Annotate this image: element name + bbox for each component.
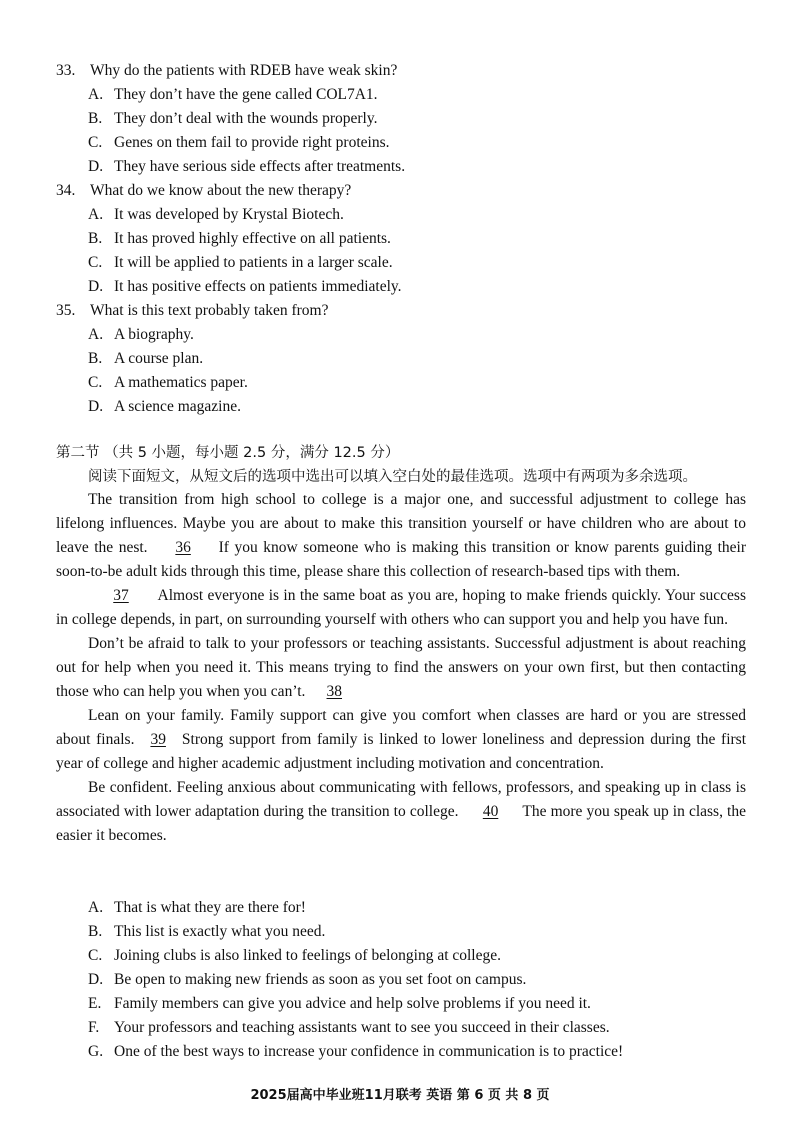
paragraph-text: The more you speak up in class, the easier it becomes.: [56, 803, 746, 844]
page-footer: 2025届高中毕业班11月联考 英语 第 6 页 共 8 页: [250, 1088, 550, 1103]
option-34c: [88, 253, 393, 273]
question-35: [56, 301, 328, 321]
option-text: A science magazine.: [114, 398, 241, 415]
passage-paragraph: [56, 488, 746, 584]
option-text: It will be applied to patients in a larger scale.: [114, 254, 393, 271]
option-text: It has proved highly effective on all patients.: [114, 230, 391, 247]
choice-letter: D.: [88, 971, 104, 988]
choice-text: Family members can give you advice and help solve problems if you need it.: [114, 995, 591, 1012]
choice-letter: C.: [88, 947, 103, 964]
option-text: It has positive effects on patients immediately.: [114, 278, 402, 295]
choice-letter: E.: [88, 995, 102, 1012]
paragraph-text: Lean on your family. Family support can give you comfort when classes are hard or you are stressed about finals.: [56, 707, 746, 748]
reading-passage: [56, 488, 746, 848]
question-number: 35.: [56, 302, 76, 319]
paragraph-text: If you know someone who is making this transition or know parents guiding their soon-to-be adult kids through this time, please share this collection of research-based tips with them.: [56, 539, 747, 580]
question-text: What do we know about the new therapy?: [90, 182, 352, 199]
option-letter: D.: [88, 398, 104, 415]
option-text: Genes on them fail to provide right proteins.: [114, 134, 390, 151]
blank-36: 36: [175, 539, 191, 556]
choice-text: This list is exactly what you need.: [114, 923, 326, 940]
option-text: They have serious side effects after treatments.: [114, 158, 406, 175]
option-letter: A.: [88, 86, 104, 103]
choice-text: One of the best ways to increase your confidence in communication is to practice!: [114, 1043, 624, 1060]
option-text: A mathematics paper.: [114, 374, 248, 391]
section-instruction: 阅读下面短文，从短文后的选项中选出可以填入空白处的最佳选项。选项中有两项为多余选项。: [88, 469, 697, 485]
option-35d: [88, 397, 241, 417]
option-33a: [88, 85, 378, 105]
question-text: What is this text probably taken from?: [90, 302, 329, 319]
choice-g: [88, 1042, 623, 1062]
option-letter: B.: [88, 230, 103, 247]
choice-d: [88, 970, 526, 990]
option-letter: D.: [88, 278, 104, 295]
question-number: 33.: [56, 62, 76, 79]
paragraph-text: Don’t be afraid to talk to your professors or teaching assistants. Successful adjustment is about reaching out for help when you need it. This means trying to find the answers on your own first, but then contacting those who can help you when you can’t.: [56, 635, 746, 700]
option-33b: [88, 109, 377, 129]
option-letter: B.: [88, 350, 103, 367]
paragraph-text: Be confident. Feeling anxious about communicating with fellows, professors, and speaking up in class is associated with lower adaptation during the transition to college.: [56, 779, 746, 820]
option-33d: [88, 157, 405, 177]
option-letter: C.: [88, 374, 103, 391]
choice-letter: B.: [88, 923, 103, 940]
passage-paragraph: [56, 704, 746, 776]
question-number: 34.: [56, 182, 76, 199]
paragraph-text: Almost everyone is in the same boat as you are, hoping to make friends quickly. Your success in college depends, in part, on surrounding yourself with others who can support you and help you have fun.: [56, 587, 746, 628]
choice-letter: A.: [88, 899, 104, 916]
option-text: They don’t deal with the wounds properly.: [114, 110, 378, 127]
passage-paragraph: [56, 632, 746, 704]
choice-f: [88, 1018, 610, 1038]
option-34b: [88, 229, 391, 249]
option-text: They don’t have the gene called COL7A1.: [114, 86, 378, 103]
option-letter: B.: [88, 110, 103, 127]
question-34: [56, 181, 351, 201]
choice-letter: G.: [88, 1043, 104, 1060]
choice-letter: F.: [88, 1019, 100, 1036]
option-letter: D.: [88, 158, 104, 175]
paragraph-text: The transition from high school to college is a major one, and successful adjustment to college has lifelong influences. Maybe you are about to make this transition yourself or have children who are about to leave the nest.: [56, 491, 746, 556]
option-letter: C.: [88, 254, 103, 271]
option-35a: [88, 325, 194, 345]
option-34d: [88, 277, 402, 297]
passage-paragraph: [56, 584, 746, 632]
option-35b: [88, 349, 203, 369]
option-34a: [88, 205, 344, 225]
option-letter: A.: [88, 206, 104, 223]
choice-text: Be open to making new friends as soon as you set foot on campus.: [114, 971, 527, 988]
blank-40: 40: [482, 803, 499, 820]
choice-e: [88, 994, 591, 1014]
question-text: Why do the patients with RDEB have weak skin?: [90, 62, 398, 79]
choice-text: Your professors and teaching assistants want to see you succeed in their classes.: [114, 1019, 610, 1036]
option-text: A course plan.: [114, 350, 204, 367]
option-text: A biography.: [114, 326, 194, 343]
choice-b: [88, 922, 325, 942]
choice-text: Joining clubs is also linked to feelings of belonging at college.: [114, 947, 502, 964]
option-35c: [88, 373, 248, 393]
section-heading: 第二节 （共 5 小题，每小题 2.5 分，满分 12.5 分）: [56, 445, 400, 461]
blank-37: 37: [113, 587, 129, 604]
option-text: It was developed by Krystal Biotech.: [114, 206, 344, 223]
option-letter: C.: [88, 134, 103, 151]
paragraph-text: Strong support from family is linked to lower loneliness and depression during the first year of college and higher academic adjustment including motivation and concentration.: [56, 731, 747, 772]
choice-a: [88, 898, 306, 918]
choice-c: [88, 946, 501, 966]
option-letter: A.: [88, 326, 104, 343]
choice-text: That is what they are there for!: [114, 899, 306, 916]
blank-39: 39: [150, 731, 166, 748]
passage-paragraph: [56, 776, 746, 848]
question-33: [56, 61, 397, 81]
option-33c: [88, 133, 390, 153]
blank-38: 38: [326, 683, 343, 700]
